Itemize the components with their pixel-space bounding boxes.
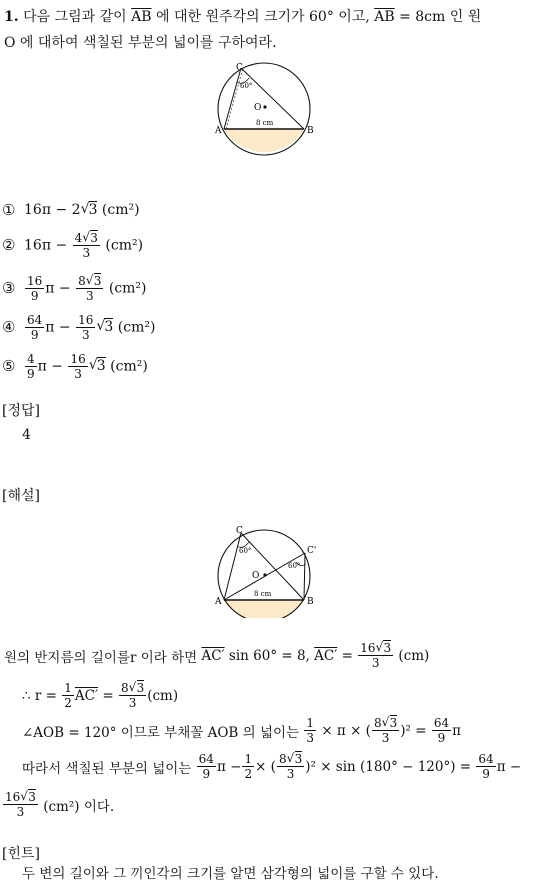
solution-label-cp: C' bbox=[307, 546, 317, 556]
solution-shaded-segment bbox=[224, 600, 304, 618]
option-3-number: ③ bbox=[2, 279, 16, 297]
solution-l3-c: )² = bbox=[400, 722, 427, 739]
solution-l2-b: = bbox=[102, 687, 114, 704]
solution-l3-d: π bbox=[452, 722, 461, 739]
option-2[interactable]: ② 16π − $\frac{4 √ 3}{3}$ (cm²) bbox=[2, 228, 143, 262]
option-1-number: ① bbox=[2, 201, 16, 219]
solution-l1-b: sin 60° = 8, bbox=[228, 647, 310, 664]
solution-figure bbox=[210, 518, 325, 618]
segment-ab: $\overline{AB}$ bbox=[374, 9, 395, 25]
hint-label: [힌트] bbox=[2, 846, 40, 862]
solution-center-dot bbox=[263, 573, 266, 576]
question-line2: O 에 대하여 색칠된 부분의 넓이를 구하여라. bbox=[4, 35, 277, 51]
solution-label: [해설] bbox=[2, 488, 40, 504]
solution-label-angle1: 60° bbox=[239, 547, 252, 555]
solution-l5: (cm²) 이다. bbox=[43, 798, 115, 815]
question-line1-c: = 8cm 인 원 bbox=[399, 9, 482, 25]
label-chord: 8 cm bbox=[256, 119, 274, 127]
solution-line-4: 따라서 색칠된 부분의 넓이는 $\frac{64}{9}$ π − $\frac{1}{2}$ × ( $\frac{8 √ 3}{3}$ )² × sin (180° − 120°) = $\frac{64}{9}$ π − bbox=[22, 752, 521, 781]
solution-l1-c: (cm) bbox=[398, 647, 430, 664]
label-o: O bbox=[254, 103, 262, 113]
option-5-number: ⑤ bbox=[2, 357, 16, 375]
solution-l2-a: ∴ r = bbox=[22, 687, 57, 704]
option-3[interactable]: ③ $\frac{16}{9}$ π − $\frac{8 √ 3}{3}$ (cm²) bbox=[2, 271, 147, 305]
option-5[interactable]: ⑤ $\frac{4}{9}$ π − $\frac{16}{3}$ √ 3 (cm²) bbox=[2, 349, 148, 383]
solution-l4-d: )² × sin (180° − 120°) = bbox=[305, 758, 472, 775]
label-b: B bbox=[307, 126, 314, 136]
question-line1-b: 에 대한 원주각의 크기가 60° 이고, bbox=[155, 9, 370, 25]
option-1[interactable]: ① 16π − 2 √ 3 (cm²) bbox=[2, 193, 140, 227]
solution-label-c: C bbox=[236, 526, 243, 536]
label-angle: 60° bbox=[240, 82, 253, 90]
solution-line-3: ∠AOB = 120° 이므로 부채꼴 AOB 의 넓이는 $\frac{1}{3}$ × π × ( $\frac{8 √ 3}{3}$ )² = $\frac{64}{9}$ π bbox=[22, 716, 461, 745]
circle-figure bbox=[210, 62, 320, 162]
hint-text: 두 변의 길이와 그 끼인각의 크기를 알면 삼각형의 넓이를 구할 수 있다. bbox=[22, 866, 439, 882]
option-2-number: ② bbox=[2, 236, 16, 254]
solution-label-chord: 8 cm bbox=[254, 590, 272, 598]
solution-l2-c: (cm) bbox=[147, 687, 179, 704]
segment-ac bbox=[224, 68, 241, 129]
solution-segment-cpb bbox=[304, 553, 305, 600]
solution-l3-b: × π × ( bbox=[321, 722, 371, 739]
solution-l4-b: π − bbox=[216, 758, 242, 775]
shaded-segment bbox=[224, 129, 304, 152]
center-dot bbox=[263, 105, 266, 108]
option-4[interactable]: ④ $\frac{64}{9}$ π − $\frac{16}{3}$ √ 3 (cm²) bbox=[2, 310, 155, 344]
solution-label-a: A bbox=[215, 597, 222, 607]
solution-l4-a: 따라서 색칠된 부분의 넓이는 bbox=[22, 760, 192, 777]
solution-line-5: $\frac{16 √ 3}{3}$ (cm²) 이다. bbox=[2, 790, 114, 819]
solution-l3-a: ∠AOB = 120° 이므로 부채꼴 AOB 의 넓이는 bbox=[22, 724, 300, 741]
solution-label-o: O bbox=[252, 571, 260, 581]
question-number: 1. bbox=[4, 9, 19, 25]
label-c: C bbox=[236, 63, 243, 73]
solution-label-angle2: 60° bbox=[288, 562, 301, 570]
solution-label-b: B bbox=[307, 597, 314, 607]
solution-l4-e: π − bbox=[496, 758, 522, 775]
arc-ab: $\overline{AB}$ bbox=[131, 9, 152, 25]
solution-l1-a: 원의 반지름의 길이를r 이라 하면 bbox=[4, 649, 198, 666]
answer-label: [정답] bbox=[2, 403, 40, 419]
solution-line-2: ∴ r = $\frac{1}{2}$ AC′ = $\frac{8 √ 3}{3}$ (cm) bbox=[22, 681, 178, 710]
label-a: A bbox=[215, 126, 222, 136]
question-text bbox=[4, 4, 481, 56]
solution-line-1: 원의 반지름의 길이를r 이라 하면 AC′ sin 60° = 8, AC′ = $\frac{16 √ 3}{3}$ (cm) bbox=[4, 641, 429, 670]
answer-value: 4 bbox=[22, 427, 31, 443]
question-line1-a: 다음 그림과 같이 bbox=[23, 9, 127, 25]
solution-l4-c: × ( bbox=[255, 758, 276, 775]
option-4-number: ④ bbox=[2, 318, 16, 336]
